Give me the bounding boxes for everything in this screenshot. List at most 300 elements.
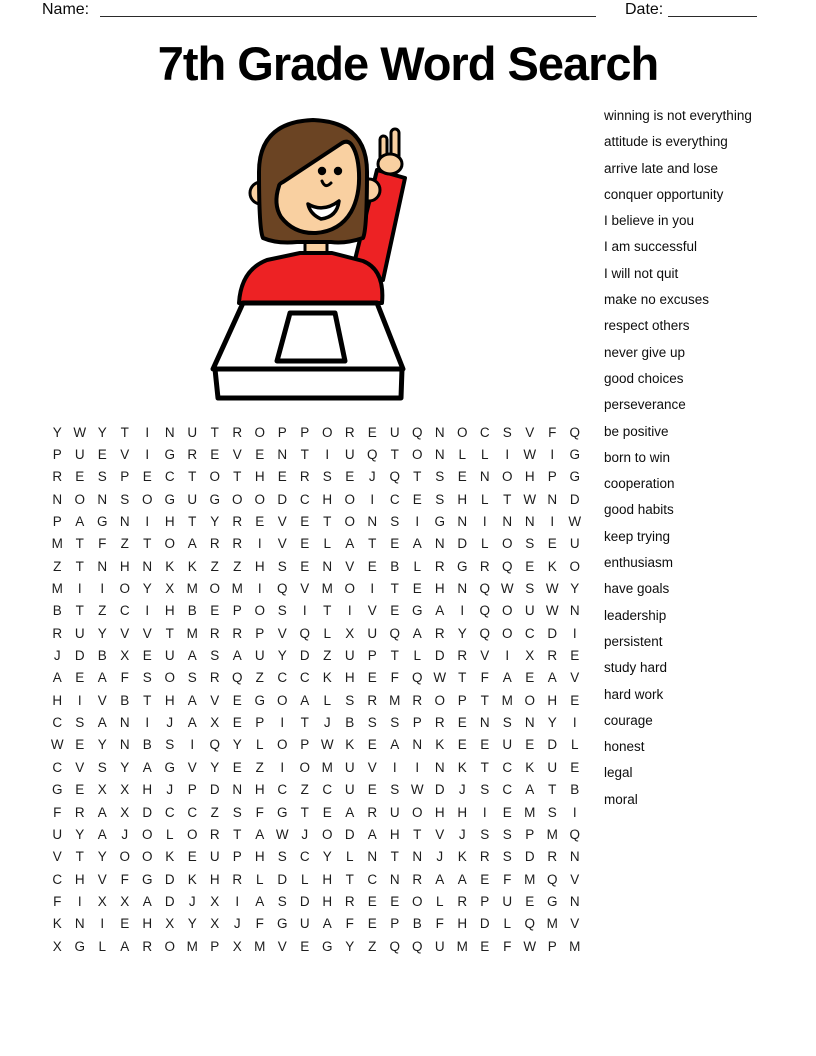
grid-cell: K — [345, 737, 355, 753]
grid-cell: E — [525, 670, 535, 686]
grid-cell: D — [434, 782, 445, 798]
word-item: conquer opportunity — [604, 186, 724, 202]
grid-cell: H — [547, 692, 558, 708]
grid-cell: P — [210, 938, 220, 954]
grid-cell: V — [570, 871, 580, 887]
grid-cell: T — [300, 804, 309, 820]
grid-cell: O — [186, 826, 198, 842]
grid-cell: Z — [255, 759, 264, 775]
grid-cell: R — [412, 692, 423, 708]
grid-cell: N — [569, 603, 580, 619]
name-blank-line — [100, 16, 596, 17]
grid-cell: K — [525, 759, 535, 775]
grid-cell: E — [345, 469, 355, 485]
grid-cell: N — [164, 424, 175, 440]
name-label: Name: — [42, 1, 90, 18]
grid-cell: C — [164, 804, 175, 820]
grid-cell: S — [525, 581, 535, 597]
grid-cell: T — [165, 625, 174, 641]
grid-cell: E — [322, 804, 332, 820]
word-item: perseverance — [604, 397, 686, 413]
grid-cell: R — [547, 648, 558, 664]
grid-cell: V — [277, 625, 287, 641]
word-item: have goals — [604, 581, 670, 597]
grid-cell: Q — [411, 424, 423, 440]
grid-cell: Y — [232, 737, 242, 753]
grid-cell: P — [300, 737, 310, 753]
grid-cell: X — [210, 893, 220, 909]
grid-cell: V — [277, 514, 287, 530]
grid-cell: N — [142, 558, 153, 574]
grid-cell: X — [120, 782, 130, 798]
grid-cell: X — [210, 916, 220, 932]
grid-cell: W — [545, 603, 559, 619]
grid-cell: S — [142, 670, 152, 686]
grid-cell: H — [52, 692, 63, 708]
grid-cell: A — [300, 692, 310, 708]
grid-cell: F — [120, 670, 129, 686]
grid-cell: K — [52, 916, 62, 932]
grid-cell: R — [232, 536, 243, 552]
grid-cell: S — [232, 804, 242, 820]
grid-cell: Q — [569, 826, 580, 842]
grid-cell: M — [546, 916, 558, 932]
grid-cell: A — [255, 826, 265, 842]
grid-cell: V — [480, 648, 490, 664]
grid-cell: S — [97, 759, 107, 775]
date-blank-line — [668, 16, 757, 17]
right-eye — [334, 167, 342, 175]
grid-cell: N — [434, 447, 445, 463]
grid-cell: I — [145, 424, 150, 440]
grid-cell: P — [412, 715, 422, 731]
grid-cell: E — [97, 447, 107, 463]
word-item: I believe in you — [604, 213, 695, 229]
grid-cell: O — [434, 692, 445, 708]
grid-cell: H — [457, 491, 468, 507]
grid-cell: L — [323, 536, 331, 552]
grid-cell: U — [52, 826, 63, 842]
grid-cell: K — [435, 737, 445, 753]
grid-cell: D — [209, 782, 220, 798]
grid-cell: J — [53, 648, 61, 664]
grid-cell: X — [210, 715, 220, 731]
grid-cell: H — [434, 581, 445, 597]
grid-cell: L — [480, 447, 489, 463]
grid-cell: Q — [479, 625, 490, 641]
grid-cell: S — [435, 491, 445, 507]
grid-cell: A — [345, 536, 355, 552]
word-item: winning is not everything — [604, 108, 752, 123]
grid-cell: U — [547, 759, 558, 775]
grid-cell: V — [367, 759, 377, 775]
grid-cell: N — [479, 469, 490, 485]
grid-cell: L — [323, 625, 331, 641]
grid-cell: C — [187, 804, 198, 820]
grid-cell: F — [120, 871, 129, 887]
grid-cell: U — [254, 648, 265, 664]
grid-cell: B — [390, 558, 400, 574]
grid-cell: J — [166, 782, 174, 798]
grid-cell: F — [548, 424, 557, 440]
grid-cell: W — [73, 424, 87, 440]
grid-cell: D — [74, 648, 85, 664]
grid-cell: R — [74, 804, 85, 820]
grid-cell: P — [480, 893, 490, 909]
grid-cell: A — [255, 893, 265, 909]
grid-cell: C — [277, 782, 288, 798]
grid-cell: E — [480, 871, 490, 887]
grid-cell: O — [254, 603, 265, 619]
grid-cell: O — [209, 469, 220, 485]
grid-cell: T — [390, 648, 399, 664]
grid-cell: T — [75, 849, 84, 865]
grid-cell: O — [344, 581, 355, 597]
grid-cell: A — [97, 670, 107, 686]
grid-cell: U — [187, 491, 198, 507]
grid-cell: W — [50, 737, 64, 753]
grid-cell: R — [367, 692, 378, 708]
grid-cell: Q — [411, 670, 423, 686]
grid-cell: E — [367, 782, 377, 798]
grid-cell: C — [299, 849, 310, 865]
page-title: 7th Grade Word Search — [157, 37, 659, 90]
grid-cell: R — [187, 447, 198, 463]
grid-cell: E — [210, 447, 220, 463]
grid-cell: F — [503, 871, 512, 887]
grid-cell: O — [164, 938, 175, 954]
word-item: good habits — [604, 502, 674, 518]
grid-cell: R — [434, 715, 445, 731]
grid-cell: G — [434, 514, 445, 530]
grid-cell: I — [257, 581, 262, 597]
grid-cell: T — [413, 826, 422, 842]
grid-cell: A — [232, 648, 242, 664]
grid-cell: J — [121, 826, 129, 842]
grid-cell: F — [98, 536, 107, 552]
grid-cell: F — [345, 916, 354, 932]
grid-cell: E — [525, 893, 535, 909]
grid-cell: I — [235, 893, 240, 909]
word-item: persistent — [604, 633, 663, 649]
grid-cell: L — [435, 893, 444, 909]
grid-cell: I — [415, 514, 420, 530]
grid-cell: N — [412, 737, 423, 753]
grid-cell: A — [142, 759, 152, 775]
grid-cell: Y — [187, 916, 197, 932]
grid-cell: L — [255, 737, 264, 753]
grid-cell: V — [52, 849, 62, 865]
grid-cell: N — [479, 715, 490, 731]
grid-cell: K — [547, 558, 557, 574]
grid-cell: Y — [97, 737, 107, 753]
grid-cell: D — [164, 871, 175, 887]
grid-cell: Q — [569, 424, 580, 440]
grid-cell: M — [456, 938, 468, 954]
grid-cell: O — [119, 849, 130, 865]
grid-cell: Q — [389, 625, 400, 641]
grid-cell: T — [480, 759, 489, 775]
grid-cell: U — [299, 916, 310, 932]
grid-cell: X — [525, 648, 535, 664]
grid-cell: I — [550, 447, 555, 463]
grid-cell: L — [570, 737, 579, 753]
grid-cell: M — [51, 581, 63, 597]
grid-cell: S — [322, 469, 332, 485]
grid-cell: E — [142, 648, 152, 664]
grid-cell: S — [277, 558, 287, 574]
grid-cell: I — [347, 603, 352, 619]
grid-cell: D — [547, 625, 558, 641]
grid-cell: B — [142, 737, 152, 753]
grid-cell: Q — [389, 469, 400, 485]
grid-cell: D — [569, 491, 580, 507]
grid-cell: N — [502, 514, 513, 530]
grid-cell: S — [187, 670, 197, 686]
grid-cell: A — [75, 514, 85, 530]
grid-cell: M — [186, 625, 198, 641]
grid-cell: O — [74, 491, 85, 507]
grid-cell: U — [502, 893, 513, 909]
grid-cell: G — [276, 804, 288, 820]
grid-cell: S — [120, 491, 130, 507]
grid-cell: S — [390, 514, 400, 530]
grid-cell: R — [479, 558, 490, 574]
grid-cell: L — [503, 916, 511, 932]
grid-cell: E — [232, 759, 242, 775]
grid-cell: I — [572, 625, 577, 641]
grid-cell: U — [344, 447, 355, 463]
grid-cell: S — [502, 424, 512, 440]
grid-cell: R — [299, 469, 310, 485]
grid-cell: K — [165, 849, 175, 865]
grid-cell: M — [501, 692, 513, 708]
grid-cell: B — [187, 603, 197, 619]
grid-cell: A — [412, 536, 422, 552]
grid-cell: S — [502, 849, 512, 865]
grid-cell: I — [280, 759, 285, 775]
grid-cell: L — [413, 648, 421, 664]
grid-cell: O — [276, 737, 288, 753]
grid-cell: I — [77, 692, 82, 708]
grid-cell: N — [524, 715, 535, 731]
grid-cell: J — [166, 715, 174, 731]
grid-cell: V — [187, 759, 197, 775]
grid-cell: E — [255, 514, 265, 530]
grid-cell: T — [345, 871, 354, 887]
grid-cell: N — [569, 893, 580, 909]
grid-cell: H — [344, 670, 355, 686]
grid-cell: I — [505, 648, 510, 664]
grid-cell: Q — [479, 603, 490, 619]
grid-cell: A — [187, 648, 197, 664]
grid-cell: E — [480, 938, 490, 954]
grid-cell: G — [96, 514, 108, 530]
grid-cell: S — [345, 692, 355, 708]
grid-cell: C — [502, 782, 513, 798]
grid-cell: G — [141, 871, 153, 887]
grid-cell: M — [524, 871, 536, 887]
grid-cell: O — [411, 447, 423, 463]
grid-cell: H — [254, 469, 265, 485]
grid-cell: E — [210, 603, 220, 619]
grid-cell: T — [233, 469, 242, 485]
word-item: study hard — [604, 660, 668, 676]
grid-cell: C — [164, 469, 175, 485]
grid-cell: J — [188, 893, 196, 909]
grid-cell: I — [370, 581, 375, 597]
grid-cell: M — [321, 581, 333, 597]
grid-cell: W — [410, 782, 424, 798]
grid-cell: F — [503, 938, 512, 954]
word-item: enthusiasm — [604, 555, 674, 571]
grid-cell: I — [482, 804, 487, 820]
grid-cell: H — [389, 826, 400, 842]
grid-cell: R — [142, 938, 153, 954]
grid-cell: P — [120, 469, 130, 485]
grid-cell: T — [188, 469, 197, 485]
grid-cell: Z — [255, 670, 264, 686]
letter-grid — [46, 421, 586, 958]
grid-cell: O — [276, 692, 288, 708]
grid-cell: H — [209, 871, 220, 887]
grid-cell: J — [233, 916, 241, 932]
desk — [213, 303, 403, 398]
grid-cell: T — [503, 491, 512, 507]
grid-cell: E — [525, 737, 535, 753]
grid-cell: U — [164, 648, 175, 664]
grid-cell: P — [277, 424, 287, 440]
grid-cell: P — [52, 447, 62, 463]
grid-cell: J — [368, 469, 376, 485]
grid-cell: E — [277, 469, 287, 485]
grid-cell: O — [231, 491, 243, 507]
word-item: make no excuses — [604, 292, 710, 308]
grid-cell: W — [433, 670, 447, 686]
grid-cell: Q — [546, 871, 558, 887]
grid-cell: D — [277, 491, 288, 507]
grid-cell: O — [501, 536, 513, 552]
grid-cell: H — [254, 849, 265, 865]
grid-cell: A — [390, 737, 400, 753]
grid-cell: N — [457, 514, 468, 530]
grid-cell: A — [187, 692, 197, 708]
grid-cell: I — [257, 536, 262, 552]
grid-cell: Y — [322, 849, 332, 865]
grid-cell: Y — [570, 581, 580, 597]
grid-cell: I — [325, 447, 330, 463]
word-item: cooperation — [604, 476, 675, 492]
grid-cell: T — [75, 558, 84, 574]
grid-cell: N — [119, 737, 130, 753]
grid-cell: A — [547, 670, 557, 686]
grid-cell: U — [569, 536, 580, 552]
grid-cell: M — [186, 938, 198, 954]
grid-cell: K — [457, 759, 467, 775]
grid-cell: O — [344, 514, 355, 530]
grid-cell: X — [97, 782, 107, 798]
grid-cell: V — [435, 826, 445, 842]
grid-cell: L — [323, 692, 331, 708]
grid-cell: R — [209, 670, 220, 686]
grid-cell: M — [524, 804, 536, 820]
grid-cell: D — [142, 804, 153, 820]
grid-cell: O — [141, 849, 153, 865]
grid-cell: K — [165, 558, 175, 574]
left-eye — [318, 167, 326, 175]
grid-cell: E — [390, 536, 400, 552]
grid-cell: O — [164, 670, 175, 686]
grid-cell: N — [547, 491, 558, 507]
grid-cell: Y — [210, 759, 220, 775]
torso — [239, 253, 382, 303]
grid-cell: P — [187, 782, 197, 798]
grid-cell: J — [323, 715, 331, 731]
grid-cell: R — [232, 514, 243, 530]
grid-cell: T — [143, 536, 152, 552]
grid-cell: H — [164, 514, 175, 530]
grid-cell: E — [367, 916, 377, 932]
grid-cell: U — [344, 782, 355, 798]
grid-cell: N — [74, 916, 85, 932]
grid-cell: H — [322, 871, 333, 887]
grid-cell: N — [457, 581, 468, 597]
grid-cell: A — [322, 916, 332, 932]
grid-cell: F — [480, 670, 489, 686]
grid-cell: R — [232, 625, 243, 641]
grid-cell: E — [570, 692, 580, 708]
word-item: hard work — [604, 686, 664, 702]
grid-cell: E — [232, 692, 242, 708]
grid-cell: U — [367, 625, 378, 641]
grid-cell: W — [275, 826, 289, 842]
paper — [277, 313, 345, 361]
grid-cell: S — [502, 715, 512, 731]
grid-cell: Z — [98, 603, 107, 619]
grid-cell: O — [254, 424, 265, 440]
grid-cell: N — [367, 514, 378, 530]
grid-cell: K — [457, 849, 467, 865]
grid-cell: V — [525, 424, 535, 440]
grid-cell: A — [187, 715, 197, 731]
grid-cell: N — [434, 759, 445, 775]
grid-cell: E — [412, 581, 422, 597]
grid-cell: Y — [345, 938, 355, 954]
grid-cell: I — [302, 603, 307, 619]
grid-cell: X — [345, 625, 355, 641]
grid-cell: P — [547, 469, 557, 485]
grid-cell: B — [120, 692, 130, 708]
grid-cell: E — [367, 670, 377, 686]
grid-cell: E — [525, 558, 535, 574]
grid-cell: Q — [411, 938, 423, 954]
grid-cell: H — [119, 558, 130, 574]
grid-cell: X — [97, 893, 107, 909]
grid-cell: H — [524, 469, 535, 485]
grid-cell: T — [480, 692, 489, 708]
grid-cell: X — [165, 581, 175, 597]
grid-cell: P — [52, 514, 62, 530]
grid-cell: A — [187, 536, 197, 552]
grid-cell: U — [187, 424, 198, 440]
grid-cell: P — [232, 603, 242, 619]
grid-cell: K — [187, 871, 197, 887]
grid-cell: O — [501, 603, 513, 619]
grid-cell: G — [456, 558, 468, 574]
grid-cell: A — [97, 715, 107, 731]
grid-cell: E — [120, 916, 130, 932]
grid-cell: S — [277, 893, 287, 909]
